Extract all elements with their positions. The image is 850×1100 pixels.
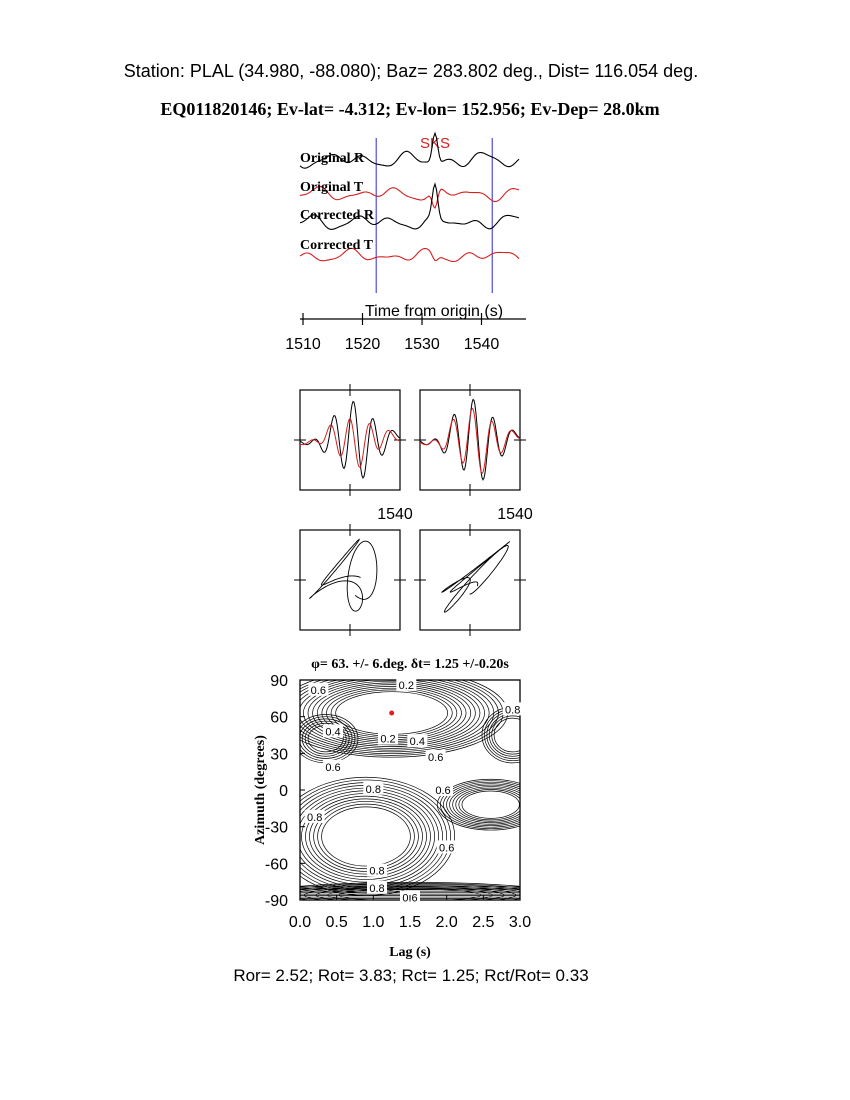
contour-xtick-label: 0.5 [325, 914, 348, 931]
contour-line [322, 807, 411, 866]
contour-label: 0.6 [402, 892, 418, 905]
particle-panel-original [300, 530, 400, 630]
contour-xtick-label: 1.5 [398, 914, 422, 931]
contour-line [289, 785, 442, 887]
contour-ylabel: Azimuth (degrees) [253, 735, 268, 845]
contour-ytick-label: -30 [264, 819, 288, 837]
contour-label: 0.4 [325, 726, 341, 739]
best-fit-marker [389, 711, 394, 716]
particle-motion-panels [294, 524, 526, 636]
contour-ytick-label: 60 [270, 709, 288, 727]
contour-line [489, 714, 536, 757]
contour-ytick-label: 90 [270, 673, 288, 690]
contour-label: 0.6 [310, 684, 326, 697]
contour-ytick-label: -90 [264, 893, 288, 910]
contour-label: 0.8 [365, 783, 381, 796]
contour-label: 0.4 [409, 736, 425, 749]
particle-motion-corrected [442, 542, 510, 612]
contour-label: 0.8 [369, 865, 385, 878]
footer-stats: Ror= 2.52; Rot= 3.83; Rct= 1.25; Rct/Rot= 0.33 [233, 966, 589, 985]
contour-label: 0.6 [439, 842, 455, 855]
contour-xtick-label: 1.0 [362, 914, 385, 931]
contour-label: 0.6 [325, 761, 341, 774]
contour-ytick-label: 0 [279, 783, 288, 800]
contour-plot [253, 657, 563, 960]
contour-label: 0.8 [307, 811, 323, 824]
particle-motion-original [309, 539, 377, 611]
contour-line [459, 789, 523, 819]
contour-line [456, 788, 526, 821]
contour-line [492, 716, 534, 754]
seismogram-panel [285, 133, 526, 353]
contour-ytick-label: -60 [264, 856, 288, 874]
label-corrected-r: Corrected R [300, 208, 374, 223]
contour-line [462, 791, 519, 818]
contour-label: 0.6 [435, 785, 451, 797]
contour-line [302, 793, 431, 879]
contour-line [494, 718, 531, 752]
time-tick-label: 1520 [344, 336, 381, 353]
contour-ytick-label: 30 [270, 746, 288, 764]
contour-line [443, 782, 537, 827]
contour-line [453, 787, 529, 823]
label-original-t: Original T [300, 180, 364, 195]
contour-label: 0.8 [505, 704, 521, 717]
contour-xtick-label: 3.0 [508, 914, 532, 931]
contour-line [318, 804, 415, 869]
contour-line [306, 796, 427, 877]
contour-xtick-label: 2.0 [435, 914, 458, 931]
contour-label: 0.2 [380, 733, 396, 746]
contour-line [310, 799, 423, 874]
time-tick-label: 1530 [404, 336, 440, 353]
station-header: Station: PLAL (34.980, -88.080); Baz= 283.802 deg., Dist= 116.054 deg. [123, 61, 699, 81]
panel-tick-label-right: 1540 [497, 506, 533, 523]
contour-xlabel: Lag (s) [389, 945, 431, 960]
panel-tick-label-left: 1540 [377, 506, 413, 523]
time-axis-label: Time from origin (s) [364, 303, 504, 320]
contour-line [447, 784, 535, 826]
event-header: EQ011820146; Ev-lat= -4.312; Ev-lon= 152.956; Ev-Dep= 28.0km [160, 99, 660, 119]
contour-title: φ= 63. +/- 6.deg. δt= 1.25 +/-0.20s [311, 657, 509, 672]
contour-line [314, 801, 419, 871]
label-corrected-t: Corrected T [300, 238, 373, 253]
contour-line [487, 712, 539, 759]
contour-line [293, 788, 438, 885]
phase-label: SKS [419, 135, 451, 152]
contour-line [281, 780, 450, 893]
contour-xtick-label: 2.5 [472, 914, 495, 931]
time-tick-label: 1540 [463, 336, 500, 353]
overlay-trace-red-right [420, 408, 520, 473]
time-tick-label: 1510 [285, 336, 321, 353]
overlay-trace-red-left [300, 419, 400, 468]
contour-label: 0.8 [369, 882, 385, 895]
label-original-r: Original R [300, 151, 365, 166]
waveform-overlay-panels [294, 384, 533, 523]
contour-label: 0.6 [428, 752, 444, 764]
contour-xtick-label: 0.0 [288, 914, 312, 931]
contour-label: 0.2 [398, 679, 414, 692]
